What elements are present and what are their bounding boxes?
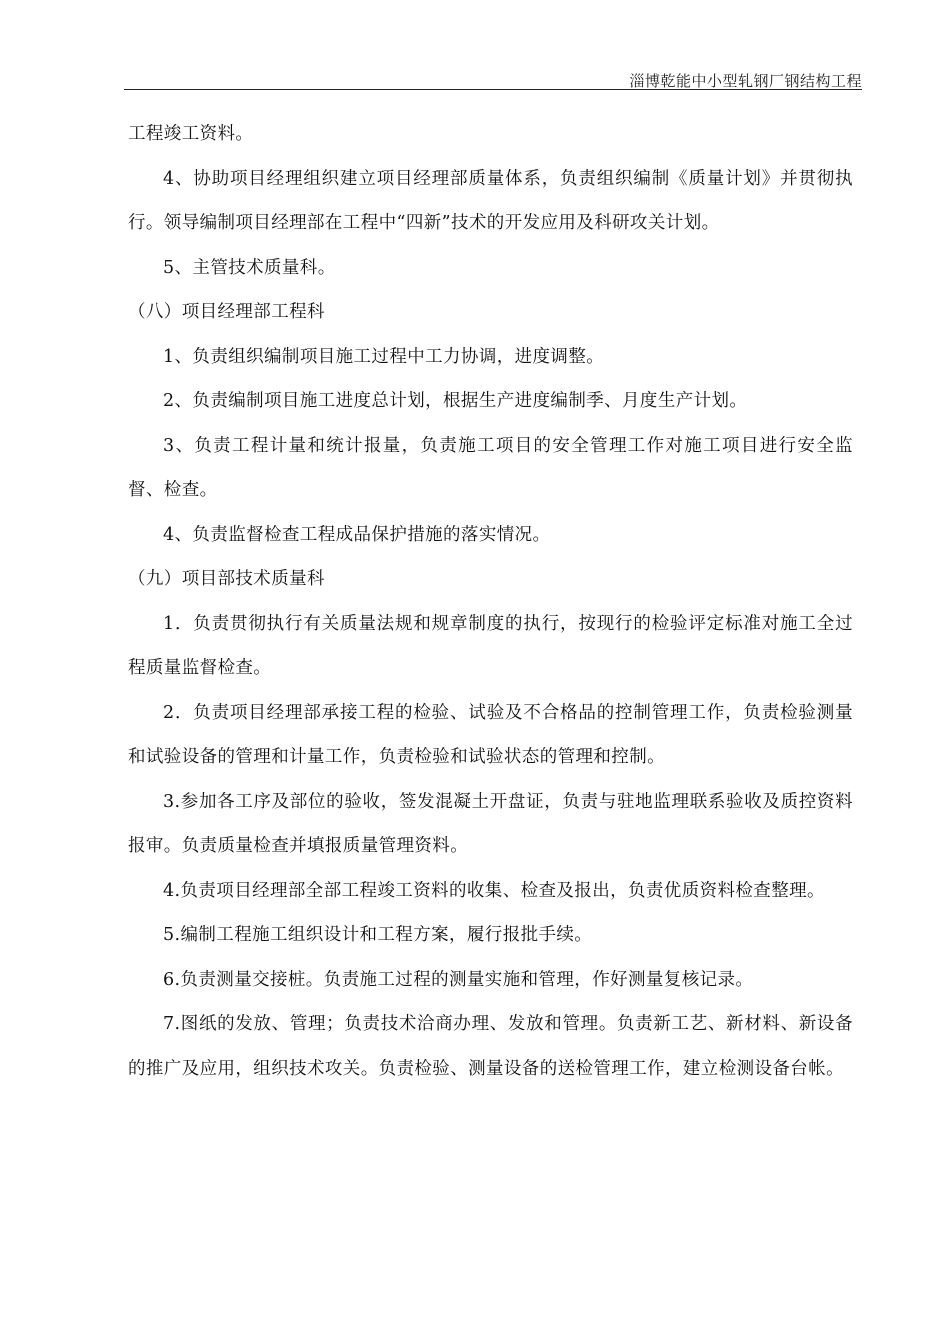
list-item: 3、负责工程计量和统计报量，负责施工项目的安全管理工作对施工项目进行安全监督、检查。 [128,435,853,500]
paragraph-continuation: 工程竣工资料。 [128,124,254,144]
document-body [128,112,853,1091]
header-divider [124,89,862,90]
list-item: 2．负责项目经理部承接工程的检验、试验及不合格品的控制管理工作，负责检验测量和试验设备的管理和计量工作，负责检验和试验状态的管理和控制。 [128,702,853,767]
section-heading: （九）项目部技术质量科 [128,569,325,589]
list-item: 5、主管技术质量科。 [163,257,336,278]
list-item: 5.编制工程施工组织设计和工程方案，履行报批手续。 [163,925,593,945]
list-item: 4、负责监督检查工程成品保护措施的落实情况。 [163,524,551,545]
list-item: 7.图纸的发放、管理；负责技术洽商办理、发放和管理。负责新工艺、新材料、新设备的推广及应用，组织技术攻关。负责检验、测量设备的送检管理工作，建立检测设备台帐。 [128,1014,853,1079]
list-item: 3.参加各工序及部位的验收，签发混凝土开盘证，负责与驻地监理联系验收及质控资料报审。负责质量检查并填报质量管理资料。 [128,791,853,856]
page-header-title: 淄博乾能中小型轧钢厂钢结构工程 [629,72,862,90]
list-item: 4、协助项目经理组织建立项目经理部质量体系，负责组织编制《质量计划》并贯彻执行。领导编制项目经理部在工程中“四新”技术的开发应用及科研攻关计划。 [128,168,853,233]
list-item: 6.负责测量交接桩。负责施工过程的测量实施和管理，作好测量复核记录。 [163,969,754,990]
list-item: 1．负责贯彻执行有关质量法规和规章制度的执行，按现行的检验评定标准对施工全过程质量监督检查。 [128,613,853,678]
list-item: 4.负责项目经理部全部工程竣工资料的收集、检查及报出，负责优质资料检查整理。 [163,880,825,901]
list-item: 2、负责编制项目施工进度总计划，根据生产进度编制季、月度生产计划。 [163,391,748,411]
list-item: 1、负责组织编制项目施工过程中工力协调，进度调整。 [163,346,605,367]
section-heading: （八）项目经理部工程科 [128,302,325,322]
